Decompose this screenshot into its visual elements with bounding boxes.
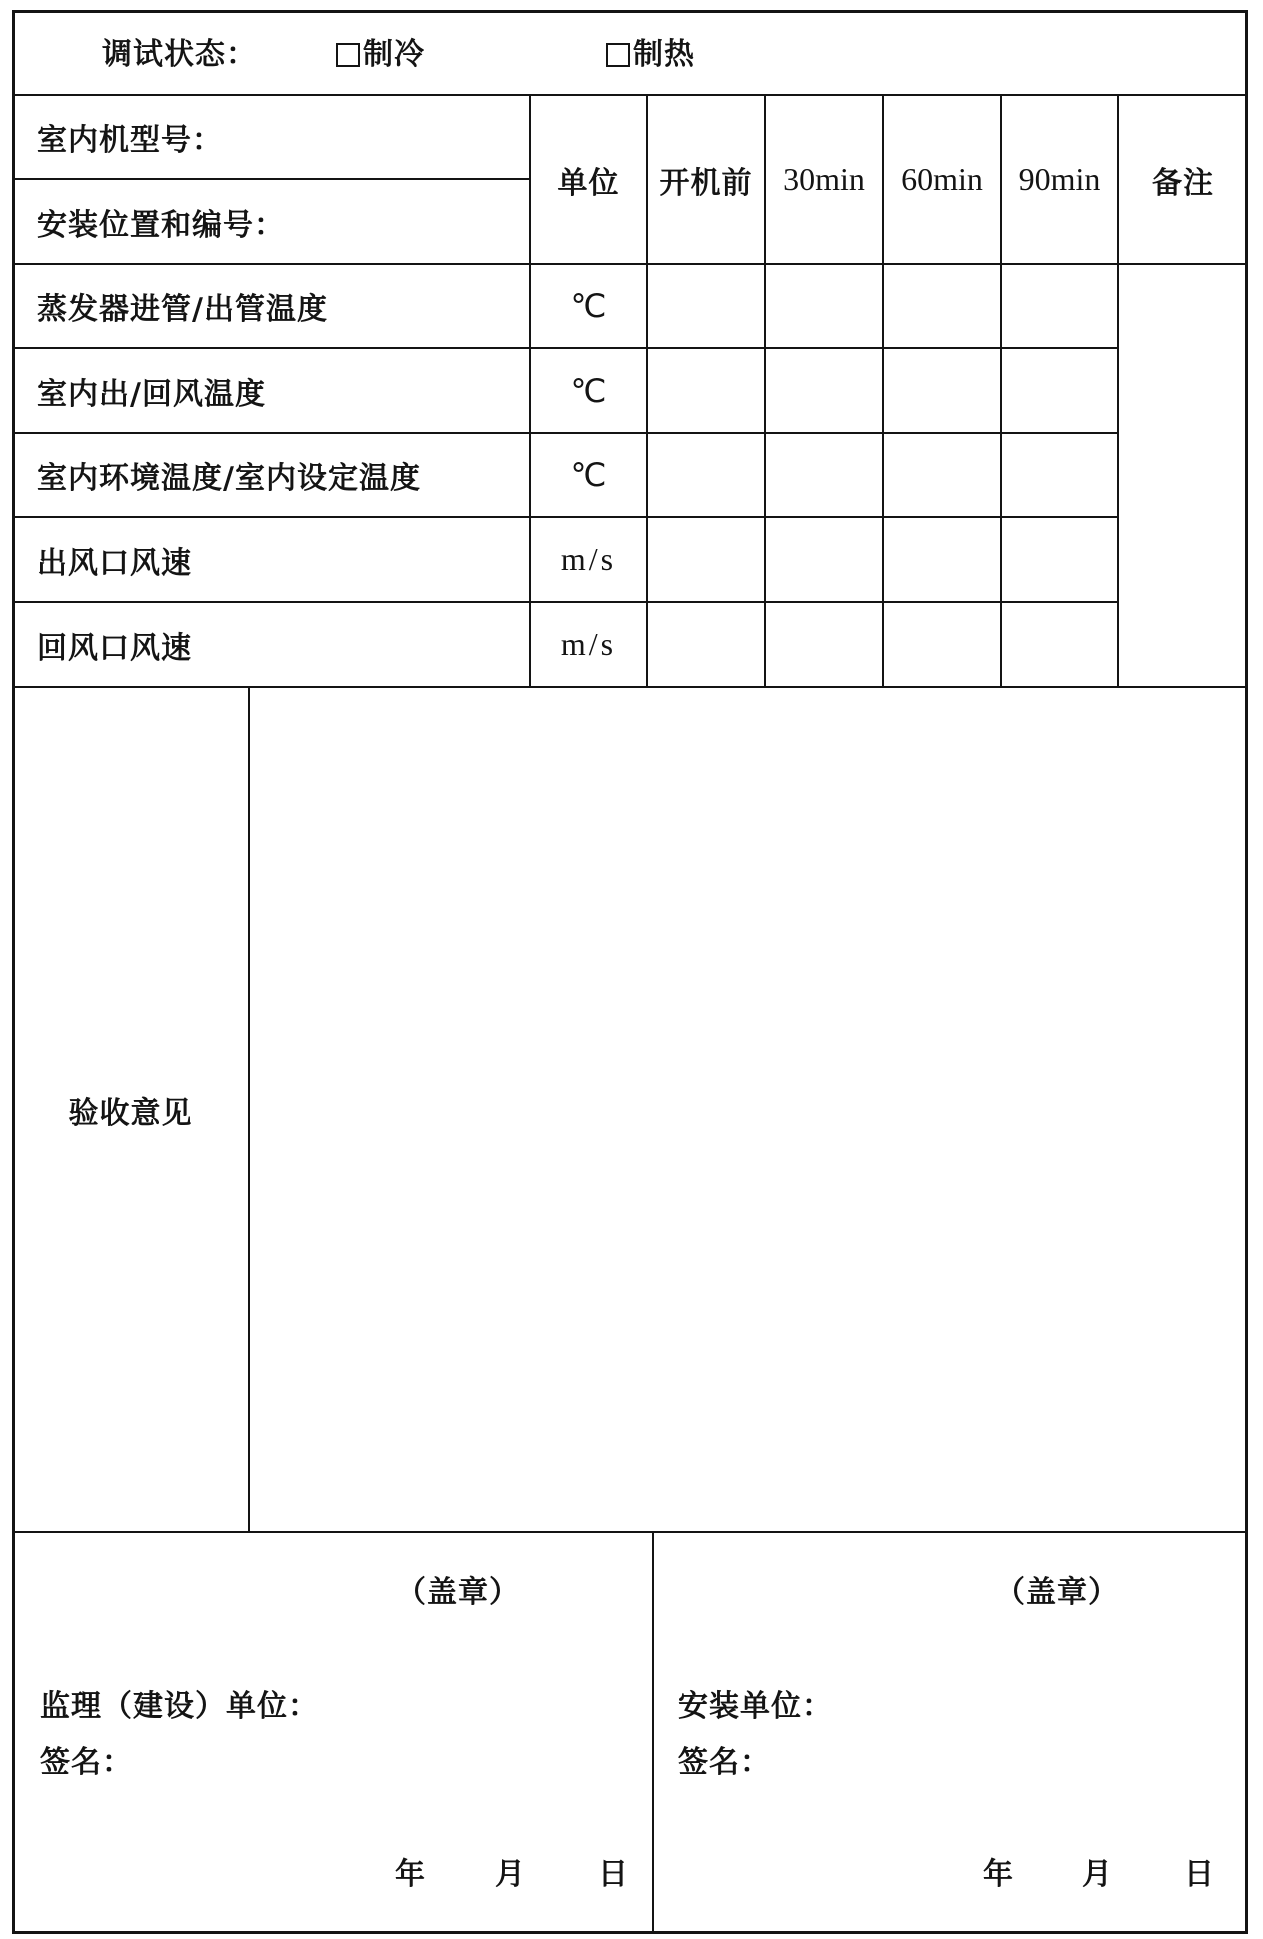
reading-cell (883, 433, 1001, 517)
table-row (12, 602, 1118, 687)
reading-cell (1001, 517, 1118, 602)
signature-label: 签名： (678, 1745, 771, 1780)
heating-option[interactable] (606, 38, 695, 72)
remarks-cell (1118, 264, 1248, 687)
column-header-60min: 60min (901, 161, 983, 197)
heating-label: 制热 (633, 37, 695, 72)
column-header-30min: 30min (783, 161, 865, 197)
row-item-label: 室内出/回风温度 (37, 376, 266, 412)
row-item-label: 室内环境温度/室内设定温度 (37, 461, 421, 496)
column-header-before-start: 开机前 (659, 165, 753, 201)
date-day-label: 日 (1184, 1857, 1215, 1892)
reading-cell (1001, 433, 1118, 517)
acceptance-opinion-area (249, 687, 1248, 1532)
reading-cell (883, 348, 1001, 433)
table-row (12, 433, 1118, 517)
supervisor-unit-label: 监理（建设）单位： (40, 1689, 319, 1724)
row-item-label: 蒸发器进管/出管温度 (37, 292, 328, 327)
reading-cell (765, 264, 883, 348)
row-item-label: 出风口风速 (37, 545, 192, 581)
date-year-label: 年 (395, 1857, 426, 1892)
reading-cell (883, 264, 1001, 348)
signature-label: 签名： (40, 1745, 133, 1780)
cooling-option[interactable] (336, 38, 425, 72)
date-year-label: 年 (983, 1857, 1014, 1892)
column-header-unit: 单位 (557, 165, 620, 201)
date-month-label: 月 (1082, 1857, 1113, 1892)
reading-cell (765, 433, 883, 517)
row-item-label: 回风口风速 (37, 630, 192, 666)
indoor-unit-model-label: 室内机型号： (37, 123, 223, 158)
test-status-label: 调试状态： (102, 37, 257, 72)
row-unit: ℃ (570, 457, 607, 493)
reading-cell (765, 348, 883, 433)
cooling-checkbox[interactable] (336, 43, 360, 67)
acceptance-opinion-label: 验收意见 (68, 1095, 193, 1131)
table-row (12, 264, 1118, 348)
reading-cell (647, 602, 765, 687)
row-unit: ℃ (570, 372, 607, 409)
reading-cell (1001, 264, 1118, 348)
cooling-label: 制冷 (363, 37, 425, 72)
date-month-label: 月 (495, 1857, 526, 1892)
reading-cell (647, 348, 765, 433)
heating-checkbox[interactable] (606, 43, 630, 67)
install-location-label: 安装位置和编号： (37, 207, 285, 243)
reading-cell (647, 264, 765, 348)
table-row (12, 348, 1118, 433)
reading-cell (765, 517, 883, 602)
date-day-label: 日 (598, 1857, 629, 1892)
reading-cell (883, 517, 1001, 602)
installer-unit-label: 安装单位： (678, 1689, 833, 1724)
row-unit: m/s (560, 626, 617, 662)
row-unit: m/s (560, 541, 617, 577)
installer-signature-block (653, 1532, 1248, 1934)
row-unit: ℃ (570, 288, 607, 324)
column-header-90min: 90min (1018, 161, 1101, 197)
column-header-remarks: 备注 (1152, 165, 1214, 201)
seal-label: （盖章） (396, 1575, 520, 1610)
seal-label: （盖章） (995, 1575, 1119, 1610)
reading-cell (1001, 602, 1118, 687)
reading-cell (1001, 348, 1118, 433)
reading-cell (765, 602, 883, 687)
supervisor-signature-block (12, 1532, 653, 1934)
reading-cell (647, 517, 765, 602)
reading-cell (647, 433, 765, 517)
table-row (12, 517, 1118, 602)
reading-cell (883, 602, 1001, 687)
